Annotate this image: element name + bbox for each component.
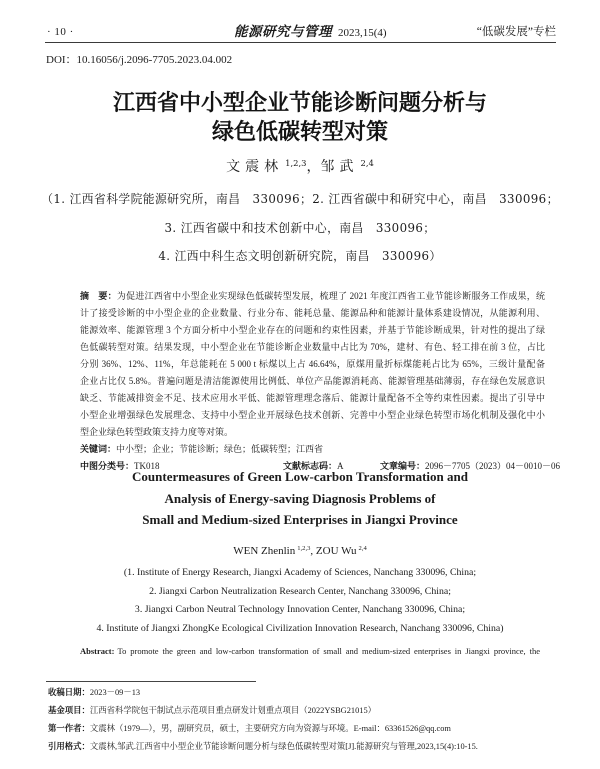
title-cn-line: 绿色低碳转型对策 (211, 120, 388, 145)
article-number-value: 2096－7705（2023）04－0010－06 (425, 461, 561, 471)
title-en-line: Countermeasures of Green Low-carbon Transformation and (132, 469, 468, 484)
clc-label: 中图分类号： (80, 461, 135, 471)
abstract-en-text: To promote the green and low-carbon transformation of small and medium-sized enterprises in Jiangxi province, the (117, 646, 540, 656)
document-code-label: 文献标志码： (283, 461, 338, 471)
author-name: WEN Zhenlin (233, 545, 296, 557)
footnote-label: 基金项目： (48, 706, 90, 715)
authors-en (0, 544, 600, 558)
footnote-first-author (48, 720, 478, 738)
abstract-en-label: Abstract: (80, 646, 115, 656)
affiliation-superscript: 2,4 (358, 545, 367, 553)
keywords-label: 关键词： (80, 444, 117, 454)
clc-value: TK018 (134, 461, 160, 471)
abstract-cn (80, 288, 561, 475)
title-en-line: Analysis of Energy-saving Diagnosis Problems of (164, 490, 436, 506)
title-en (0, 466, 600, 531)
document-code-value: A (337, 461, 344, 471)
affiliation-cn-line: 3. 江西省碳中和技术创新中心，南昌 330096； (164, 221, 436, 235)
footnote-received (48, 684, 478, 702)
abstract-line: 缺乏、节能减排资金不足、技术应用水平低、能源管理理念落后、能源计量配备不全等约束性因素。提出了引导中 (80, 393, 545, 403)
authors-cn (0, 158, 600, 176)
author-separator: ， (306, 159, 321, 175)
footnote-text: 文震林,邹武.江西省中小型企业节能诊断问题分析与绿色低碳转型对策[J].能源研究与管理,2023,15(4):10-15. (89, 742, 478, 751)
abstract-line: 色低碳转型对策。结果发现，中小型企业在节能诊断企业数量中占比为 70%，建材、有色、轻工排在前 3 位，占比 (80, 342, 545, 352)
author-name: 文震林 (226, 159, 284, 175)
author-separator: , (310, 545, 316, 557)
affiliation-cn-line: 4. 江西中科生态文明创新研究院，南昌 330096） (158, 249, 442, 263)
title-en-line: Small and Medium-sized Enterprises in Jiangxi Province (142, 512, 458, 527)
affiliation-superscript: 1,2,3 (297, 545, 311, 553)
affiliation-en-line: (1. Institute of Energy Research, Jiangxi Academy of Sciences, Nanchang 330096, China; (123, 567, 477, 578)
affiliation-en-line: 2. Jiangxi Carbon Neutralization Research Center, Nanchang 330096, China; (149, 585, 451, 597)
header-rule (45, 42, 556, 43)
abstract-text: 为促进江西省中小型企业实现绿色低碳转型发展，梳理了 2021 年度江西省工业节能诊断服务工作成果，统 (116, 291, 545, 301)
journal-name: 能源研究与管理 (234, 24, 332, 40)
footnote-text: 文震林（1979—），男，副研究员，硕士，主要研究方向为资源与环境。E-mail：63361526@qq.com (89, 724, 451, 733)
footnote-citation (48, 738, 478, 756)
abstract-line: 型企业绿色转型政策支持力度等对策。 (80, 427, 234, 437)
affiliation-en-line: 4. Institute of Jiangxi ZhongKe Ecological Civilization Innovation Research, Nanchang 330096, China) (96, 622, 504, 634)
footnote-label: 引用格式： (48, 742, 90, 751)
abstract-label: 摘 要： (80, 291, 117, 301)
running-header-journal (234, 24, 387, 41)
keywords-cn (80, 441, 545, 458)
abstract-line: 计了接受诊断的中小型企业的企业数量、行业分布、能耗总量、能源品种和能源计量体系建设情况，从能源利用、 (80, 308, 545, 318)
keywords-text: 中小型；企业；节能诊断；绿色；低碳转型；江西省 (116, 444, 324, 454)
footnote-funding (48, 702, 478, 720)
affiliation-en-line: 3. Jiangxi Carbon Neutral Technology Innovation Center, Nanchang 330096, China; (134, 604, 466, 615)
abstract-line: 分别 36%、12%、11%，年总能耗在 5 000 t 标煤以上占 46.64%，原煤用量折标煤能耗占比为 65%，三级计量配备 (80, 359, 545, 369)
column-name: “低碳发展”专栏 (476, 26, 556, 38)
abstract-line: 企业占比仅 5.8%。普遍问题是清洁能源使用比例低、单位产品能源消耗高、能源管理基础薄弱，存在绿色发展意识 (80, 376, 545, 386)
footnote-rule (46, 681, 256, 682)
title-cn-line: 江西省中小型企业节能诊断问题分析与 (112, 91, 487, 116)
author-name: ZOU Wu (315, 545, 357, 557)
abstract-line (80, 288, 545, 305)
affiliation-superscript: 2,4 (360, 157, 374, 168)
footnotes (48, 684, 478, 756)
affiliations-en (0, 564, 600, 638)
footnote-text: 江西省科学院包干制试点示范项目重点研发计划重点项目（2022YSBG21015） (89, 706, 377, 715)
journal-issue: 2023,15(4) (338, 27, 387, 39)
doi: DOI：10.16056/j.2096-7705.2023.04.002 (46, 54, 233, 66)
abstract-line: 能源效率、能源管理 3 个方面分析中小型企业存在的问题和约束性因素，并基于节能诊断成果，针对性的提出了绿 (80, 325, 545, 335)
article-number-label: 文章编号： (380, 461, 426, 471)
abstract-line: 小型企业增强绿色发展理念、支持中小型企业开展绿色技术创新、完善中小型企业绿色转型市场化机制及强化中小 (80, 410, 545, 420)
footnote-label: 收稿日期： (48, 688, 90, 697)
author-name: 邹武 (320, 159, 359, 175)
affiliation-cn-line: （1. 江西省科学院能源研究所，南昌 330096；2. 江西省碳中和研究中心，南昌 330096； (41, 192, 559, 206)
page-number: · 10 · (47, 26, 74, 38)
footnote-label: 第一作者： (48, 724, 90, 733)
affiliation-superscript: 1,2,3 (285, 157, 307, 168)
abstract-en (80, 644, 540, 658)
footnote-text: 2023－09－13 (89, 688, 141, 697)
